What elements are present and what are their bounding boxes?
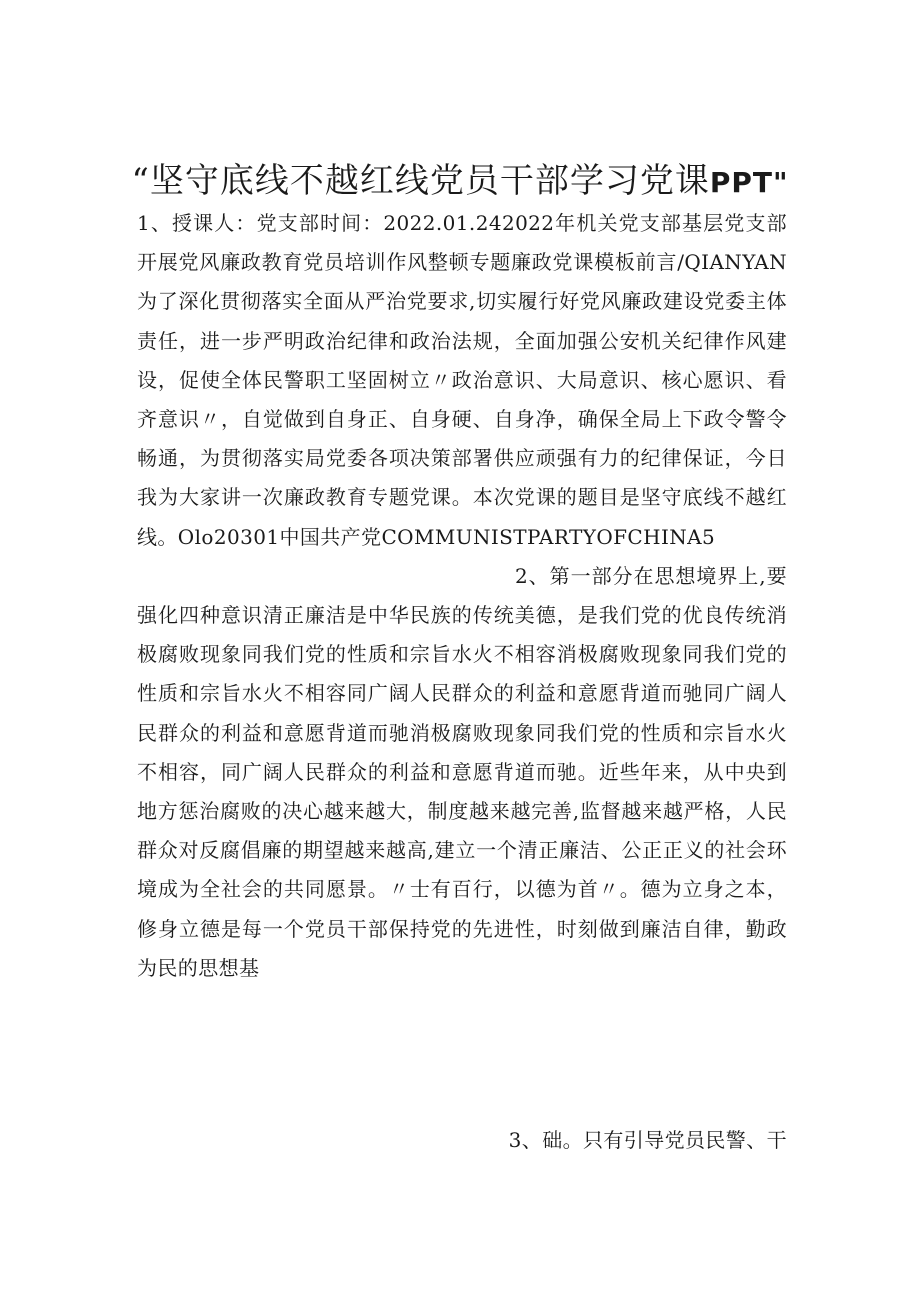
document-title [120,156,800,208]
paragraph-3: 3、础。只有引导党员民警、干 [508,1128,787,1152]
paragraph-1: 1、授课人：党支部时间：2022.01.242022年机关党支部基层党支部开展党风廉政教育党员培训作风整顿专题廉政党课模板前言/QIANYAN为了深化贯彻落实全面从严治党要求,切实履行好党风廉政建设党委主体责任，进一步严明政治纪律和政治法规，全面加强公安机关纪律作风建设，促使全体民警职工坚固树立〃政治意识、大局意识、核心愿识、看齐意识〃，自觉做到自身正、自身硬、自身净，确保全局上下政令警令畅通，为贯彻落实局党委各项决策部署供应顽强有力的纪律保证，今日我为大家讲一次廉政教育专题党课。本次党课的题目是坚守底线不越红线。Olo20301中国共产党COMMUNISTPARTYOFCHINA5 [137,211,787,549]
paragraph-2: 2、第一部分在思想境界上,要强化四种意识清正廉洁是中华民族的传统美德，是我们党的优良传统消极腐败现象同我们党的性质和宗旨水火不相容消极腐败现象同我们党的性质和宗旨水火不相容同广阔人民群众的利益和意愿背道而驰同广阔人民群众的利益和意愿背道而驰消极腐败现象同我们党的性质和宗旨水火不相容，同广阔人民群众的利益和意愿背道而驰。近些年来，从中央到地方惩治腐败的决心越来越大，制度越来越完善,监督越来越严格，人民群众对反腐倡廉的期望越来越高,建立一个清正廉洁、公正正义的社会环境成为全社会的共同愿景。〃士有百行，以德为首〃。德为立身之本，修身立德是每一个党员干部保持党的先进性，时刻做到廉洁自律，勤政为民的思想基 [137,563,787,980]
title-latin: PPT" [709,165,789,199]
title-chinese: “坚守底线不越红线党员干部学习党课 [131,160,710,201]
document-body [137,204,787,988]
